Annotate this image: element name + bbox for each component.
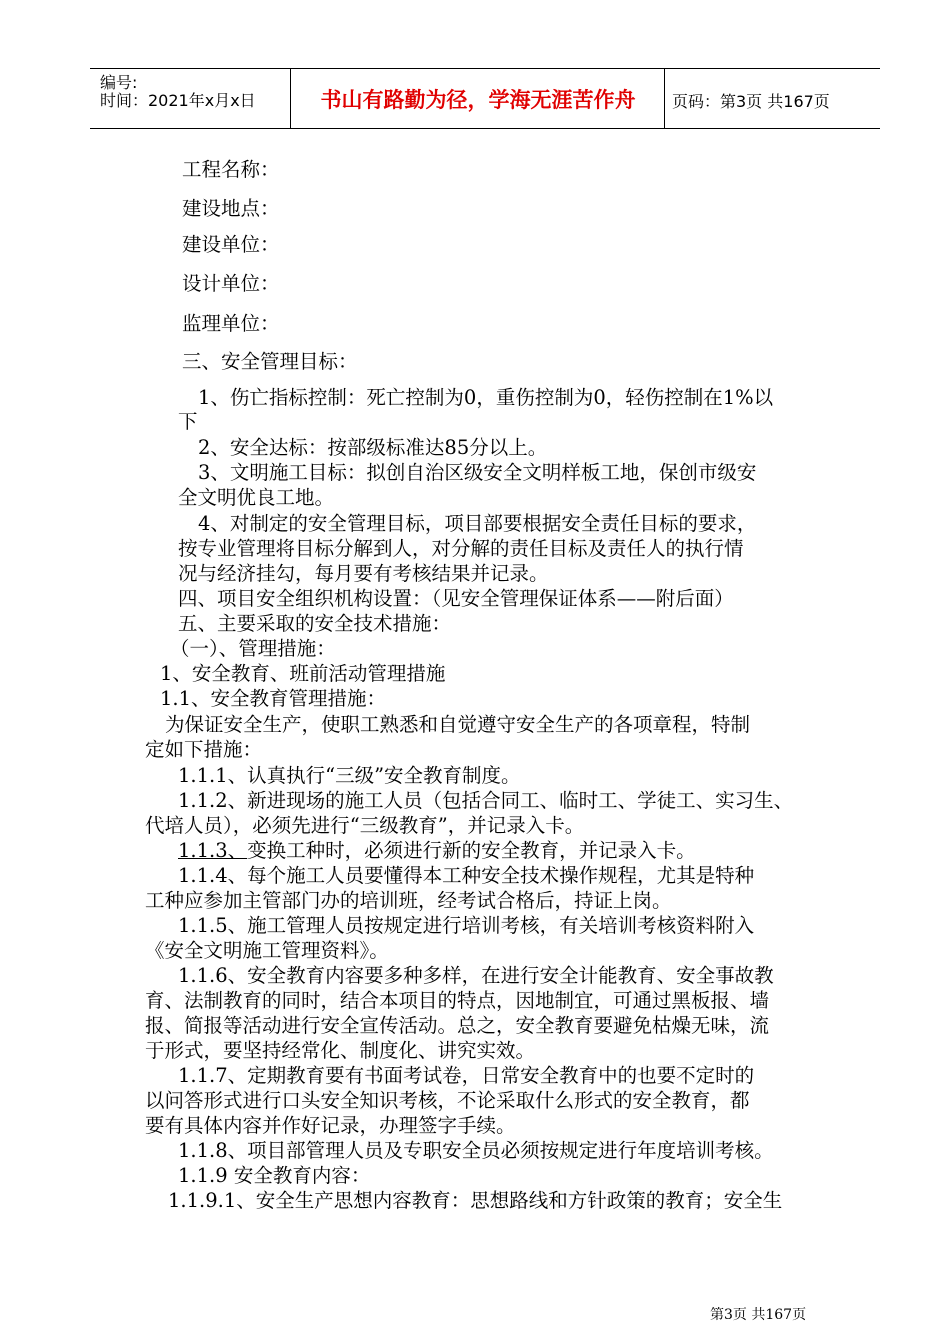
paragraph-line: 育、法制教育的同时，结合本项目的特点，因地制宜，可通过黑板报、墙 xyxy=(145,989,770,1012)
paragraph-line: 4、对制定的安全管理目标，项目部要根据安全责任目标的要求， xyxy=(198,512,757,535)
paragraph-line xyxy=(178,839,696,863)
paragraph-line: 代培人员），必须先进行“三级教育”，并记录入卡。 xyxy=(145,814,585,837)
paragraph-line: 1.1.1、认真执行“三级”安全教育制度。 xyxy=(178,764,521,787)
designer-field: 设计单位： xyxy=(182,272,280,295)
header-divider xyxy=(290,68,291,129)
paragraph-line: 1.1.9.1、安全生产思想内容教育：思想路线和方针政策的教育；安全生 xyxy=(168,1189,783,1212)
paragraph-line: 报、简报等活动进行安全宣传活动。总之，安全教育要避免枯燥无味，流 xyxy=(145,1014,770,1037)
page-header xyxy=(0,0,950,140)
clause-text: 变换工种时，必须进行新的安全教育，并记录入卡。 xyxy=(247,839,696,862)
time-label: 时间：2021年x月x日 xyxy=(100,91,256,110)
paragraph-line: 2、安全达标：按部级标准达85分以上。 xyxy=(198,436,548,459)
paragraph-line: 《安全文明施工管理资料》。 xyxy=(145,939,389,962)
paragraph-line: 1.1.7、定期教育要有书面考试卷，日常安全教育中的也要不定时的 xyxy=(178,1064,755,1087)
paragraph-line: 下 xyxy=(178,410,198,433)
paragraph-line: 要有具体内容并作好记录，办理签字手续。 xyxy=(145,1114,516,1137)
paragraph-line: 1.1.9 安全教育内容： xyxy=(178,1164,371,1187)
paragraph-line: 以问答形式进行口头安全知识考核，不论采取什么形式的安全教育，都 xyxy=(145,1089,750,1112)
project-name-field: 工程名称： xyxy=(182,158,280,181)
paragraph-line: 定如下措施： xyxy=(145,738,263,761)
paragraph-line: 况与经济挂勾，每月要有考核结果并记录。 xyxy=(178,562,549,585)
section-heading: 四、项目安全组织机构设置：（见安全管理保证体系——附后面） xyxy=(178,587,734,610)
serial-label: 编号: xyxy=(100,73,138,92)
paragraph-line: 于形式，要坚持经常化、制度化、讲究实效。 xyxy=(145,1039,536,1062)
header-top-rule xyxy=(90,68,880,69)
paragraph-line: 1、伤亡指标控制：死亡控制为0，重伤控制为0，轻伤控制在1%以 xyxy=(198,386,774,409)
underlined-clause-number: 1.1.3、 xyxy=(178,839,248,862)
paragraph-line: 1.1.8、项目部管理人员及专职安全员必须按规定进行年度培训考核。 xyxy=(178,1139,774,1162)
subsection-heading: 1、安全教育、班前活动管理措施 xyxy=(160,662,446,685)
paragraph-line: 1.1.5、施工管理人员按规定进行培训考核，有关培训考核资料附入 xyxy=(178,914,755,937)
paragraph-line: 1.1.2、新进现场的施工人员（包括合同工、临时工、学徒工、实习生、 xyxy=(178,789,794,812)
section-heading: 五、主要采取的安全技术措施： xyxy=(178,612,452,635)
subsection-heading: （一）、管理措施： xyxy=(170,637,336,660)
paragraph-line: 1.1.6、安全教育内容要多种多样，在进行安全计能教育、安全事故教 xyxy=(178,964,774,987)
builder-field: 建设单位： xyxy=(182,233,280,256)
supervisor-field: 监理单位： xyxy=(182,312,280,335)
footer-page-label: 第3页 共167页 xyxy=(710,1307,807,1323)
paragraph-line: 按专业管理将目标分解到人，对分解的责任目标及责任人的执行情 xyxy=(178,537,744,560)
paragraph-line: 为保证安全生产，使职工熟悉和自觉遵守安全生产的各项章程，特制 xyxy=(165,713,751,736)
site-field: 建设地点： xyxy=(182,197,280,220)
header-bottom-rule xyxy=(90,128,880,129)
subsection-heading: 1.1、安全教育管理措施： xyxy=(160,687,387,710)
paragraph-line: 全文明优良工地。 xyxy=(178,486,335,509)
header-divider xyxy=(664,68,665,129)
paragraph-line: 1.1.4、每个施工人员要懂得本工种安全技术操作规程，尤其是特种 xyxy=(178,864,755,887)
paragraph-line: 3、文明施工目标：拟创自治区级安全文明样板工地，保创市级安 xyxy=(198,461,757,484)
paragraph-line: 工种应参加主管部门办的培训班，经考试合格后，持证上岗。 xyxy=(145,889,672,912)
section-heading: 三、安全管理目标： xyxy=(182,350,358,373)
header-page-label: 页码：第3页 共167页 xyxy=(672,92,830,111)
motto: 书山有路勤为径，学海无涯苦作舟 xyxy=(320,88,636,112)
